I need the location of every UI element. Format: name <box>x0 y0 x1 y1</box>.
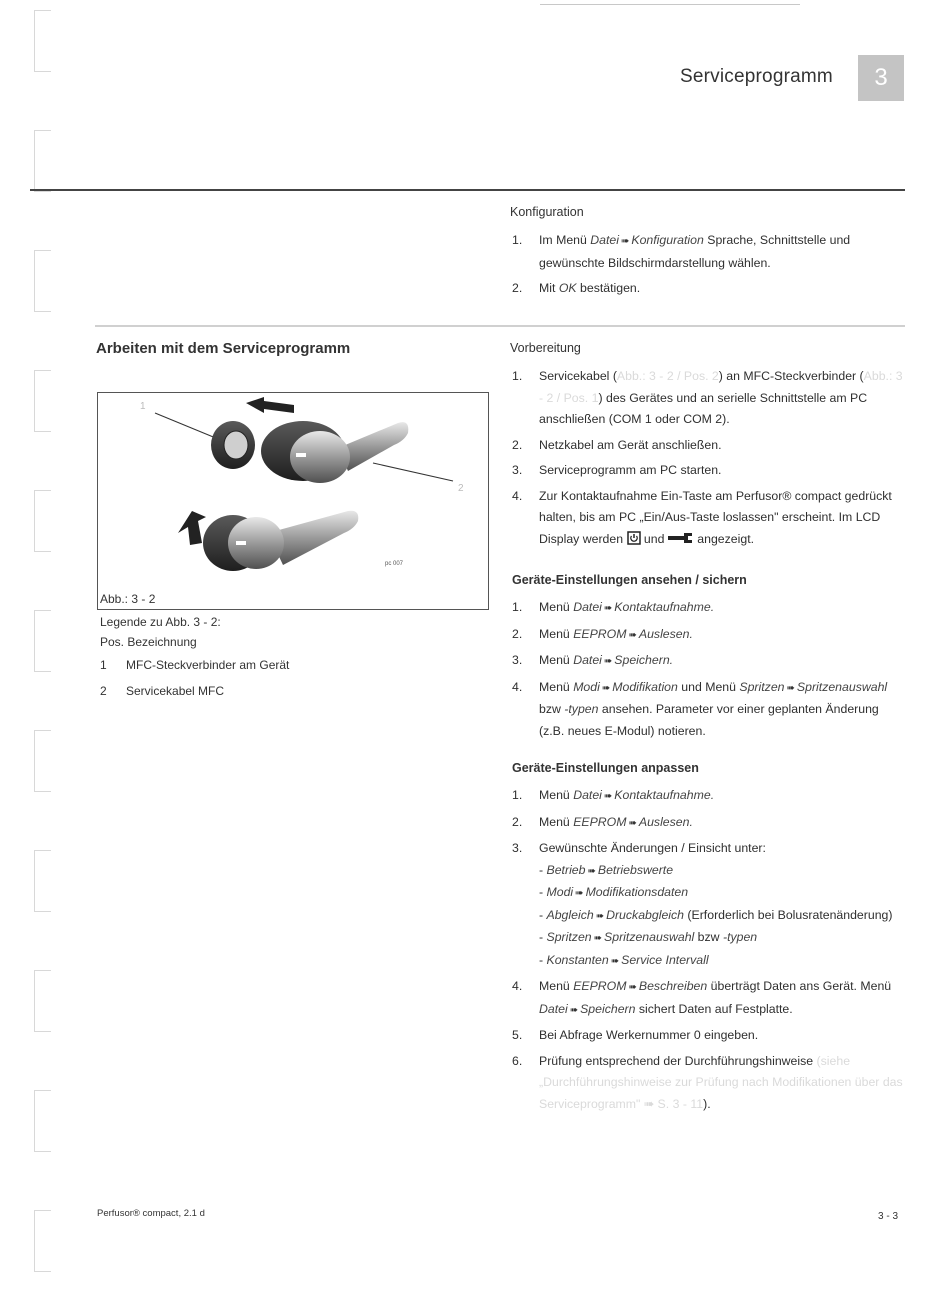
binder-tab <box>34 490 51 552</box>
binder-tab <box>34 610 51 672</box>
menu-arrow-icon: ➠ <box>610 955 620 967</box>
list-item: 5. Bei Abfrage Werkernummer 0 eingeben. <box>512 1028 759 1042</box>
menu-arrow-icon: ➠ <box>628 982 637 993</box>
binder-tab <box>34 730 51 792</box>
socket-face <box>224 431 248 459</box>
plug-mark <box>236 541 246 545</box>
binder-tab <box>34 250 51 312</box>
konfiguration-heading: Konfiguration <box>510 205 584 219</box>
list-item: 3. Gewünschte Änderungen / Einsicht unter: - Betrieb ➠ Betriebswerte - Modi ➠ Modifikationsdaten - Abgleich ➠ Druckabgleich (Erforderlich bei Bolusratenänderung) - Spritzen ➠ Spritzenauswahl bzw -typen - Konstanten ➠ Service Intervall <box>510 838 905 972</box>
power-key-icon <box>627 531 641 545</box>
wrench-icon <box>668 533 694 543</box>
list-item: 3. Menü Datei ➠ Speichern. <box>510 650 905 673</box>
figure-reference: Abb.: 3 - 2 / Pos. 2 <box>616 369 719 383</box>
list-item: 4. Menü Modi ➠ Modifikation und Menü Spritzen ➠ Spritzenauswahl bzw -typen ansehen. Parameter vor einer geplanten Änderung (z.B. neues E-Modul) notieren. <box>512 679 888 738</box>
sub-item: - Abgleich ➠ Druckabgleich (Erforderlich bei Bolusratenänderung) <box>539 905 905 928</box>
callout-label: 2 <box>458 483 464 494</box>
anpassen-steps <box>510 785 905 1119</box>
menu-arrow-icon: ➠ <box>601 682 611 694</box>
legend-header: Pos. Bezeichnung <box>100 635 197 649</box>
list-item: 4. Menü EEPROM ➠ Beschreiben überträgt Daten ans Gerät. Menü Datei ➠ Speichern sichert Daten auf Festplatte. <box>510 976 905 1021</box>
page-number: 3 - 3 <box>878 1211 899 1222</box>
binder-tab <box>34 1210 51 1272</box>
page-title: Serviceprogramm <box>680 66 833 87</box>
list-item: 6. Prüfung entsprechend der Durchführungshinweise (siehe „Durchführungshinweise zur Prüfung nach Modifikationen über das Serviceprogramm" ➠ S. 3 - 11). <box>512 1053 903 1111</box>
callout-line <box>373 463 453 481</box>
legend-row: 2 Servicekabel MFC <box>100 684 225 698</box>
list-item: 1. Servicekabel (Abb.: 3 - 2 / Pos. 2) an MFC-Steckverbinder (Abb.: 3 - 2 / Pos. 1) des Gerätes und an serielle Schnittstelle am PC anschließen (COM 1 oder COM 2). <box>512 369 903 426</box>
binder-edge <box>0 0 60 1295</box>
menu-arrow-icon: ➠ <box>569 1004 579 1016</box>
konfiguration-steps <box>510 230 905 304</box>
insert-arrow-icon <box>178 511 206 545</box>
vorbereitung-heading: Vorbereitung <box>510 341 581 355</box>
menu-arrow-icon: ➠ <box>628 817 637 829</box>
top-bleed-line <box>540 4 800 5</box>
list-item: 3. Serviceprogramm am PC starten. <box>512 463 722 477</box>
sub-item: - Spritzen ➠ Spritzenauswahl bzw -typen <box>539 927 905 950</box>
binder-tab <box>34 130 51 192</box>
list-item: 2. Netzkabel am Gerät anschließen. <box>512 437 722 452</box>
figure-reference: Abb.: 3 - 2 / Pos. 1 <box>539 369 903 405</box>
ansehen-steps <box>510 597 905 746</box>
binder-tab <box>34 970 51 1032</box>
menu-arrow-icon: ➠ <box>595 910 605 922</box>
menu-arrow-icon: ➠ <box>593 933 603 944</box>
figure-code: pc 007 <box>385 561 404 567</box>
menu-arrow-icon: ➠ <box>786 682 795 694</box>
connector-illustration <box>98 393 488 609</box>
cross-reference: (siehe „Durchführungshinweise zur Prüfung nach Modifikationen über das Serviceprogramm" ➠ S. 3 - 11 <box>539 1053 903 1111</box>
legend-title: Legende zu Abb. 3 - 2: <box>100 615 221 629</box>
sub-item: - Betrieb ➠ Betriebswerte <box>539 860 905 883</box>
list-item: 4. Zur Kontaktaufnahme Ein-Taste am Perfusor® compact gedrückt halten, bis am PC „Ein/Aus-Taste loslassen" erscheint. Im LCD Display werden und angezeigt. <box>512 488 892 546</box>
menu-arrow-icon: ➠ <box>587 865 596 877</box>
sub-item: - Modi ➠ Modifikationsdaten <box>539 882 905 905</box>
binder-tab <box>34 10 51 72</box>
footer-product: Perfusor® compact, 2.1 d <box>97 1208 205 1219</box>
insert-arrow-icon <box>246 397 294 413</box>
menu-arrow-icon: ➠ <box>603 791 613 802</box>
binder-tab <box>34 370 51 432</box>
anpassen-heading: Geräte-Einstellungen anpassen <box>512 761 699 775</box>
ansehen-heading: Geräte-Einstellungen ansehen / sichern <box>512 573 747 587</box>
menu-arrow-icon: ➠ <box>603 603 613 614</box>
sub-item: - Konstanten ➠ Service Intervall <box>539 950 905 973</box>
list-item: 1. Menü Datei ➠ Kontaktaufnahme. <box>510 597 905 620</box>
connector-figure <box>97 392 489 610</box>
chapter-number-badge: 3 <box>858 55 904 101</box>
legend-row: 1 MFC-Steckverbinder am Gerät <box>100 658 290 672</box>
list-item: 2. Mit OK bestätigen. <box>512 281 641 295</box>
callout-label: 1 <box>140 401 146 412</box>
figure-caption: Abb.: 3 - 2 <box>100 592 156 606</box>
section-rule <box>95 325 905 327</box>
menu-arrow-icon: ➠ <box>603 656 613 667</box>
list-item: 2. Menü EEPROM ➠ Auslesen. <box>510 812 905 835</box>
list-item: 1. Im Menü Datei ➠ Konfiguration Sprache, Schnittstelle und gewünschte Bildschirmdarstellung wählen. <box>512 233 851 270</box>
binder-tab <box>34 850 51 912</box>
menu-arrow-icon: ➠ <box>620 236 630 247</box>
menu-arrow-icon: ➠ <box>628 629 637 641</box>
menu-arrow-icon: ➠ <box>575 888 584 899</box>
binder-tab <box>34 1090 51 1152</box>
list-item: 1. Menü Datei ➠ Kontaktaufnahme. <box>510 785 905 808</box>
list-item: 2. Menü EEPROM ➠ Auslesen. <box>510 624 905 647</box>
vorbereitung-steps <box>510 366 905 554</box>
header-rule <box>30 189 905 191</box>
plug-mark <box>296 453 306 457</box>
section-heading: Arbeiten mit dem Serviceprogramm <box>96 340 351 357</box>
legend <box>100 612 221 652</box>
